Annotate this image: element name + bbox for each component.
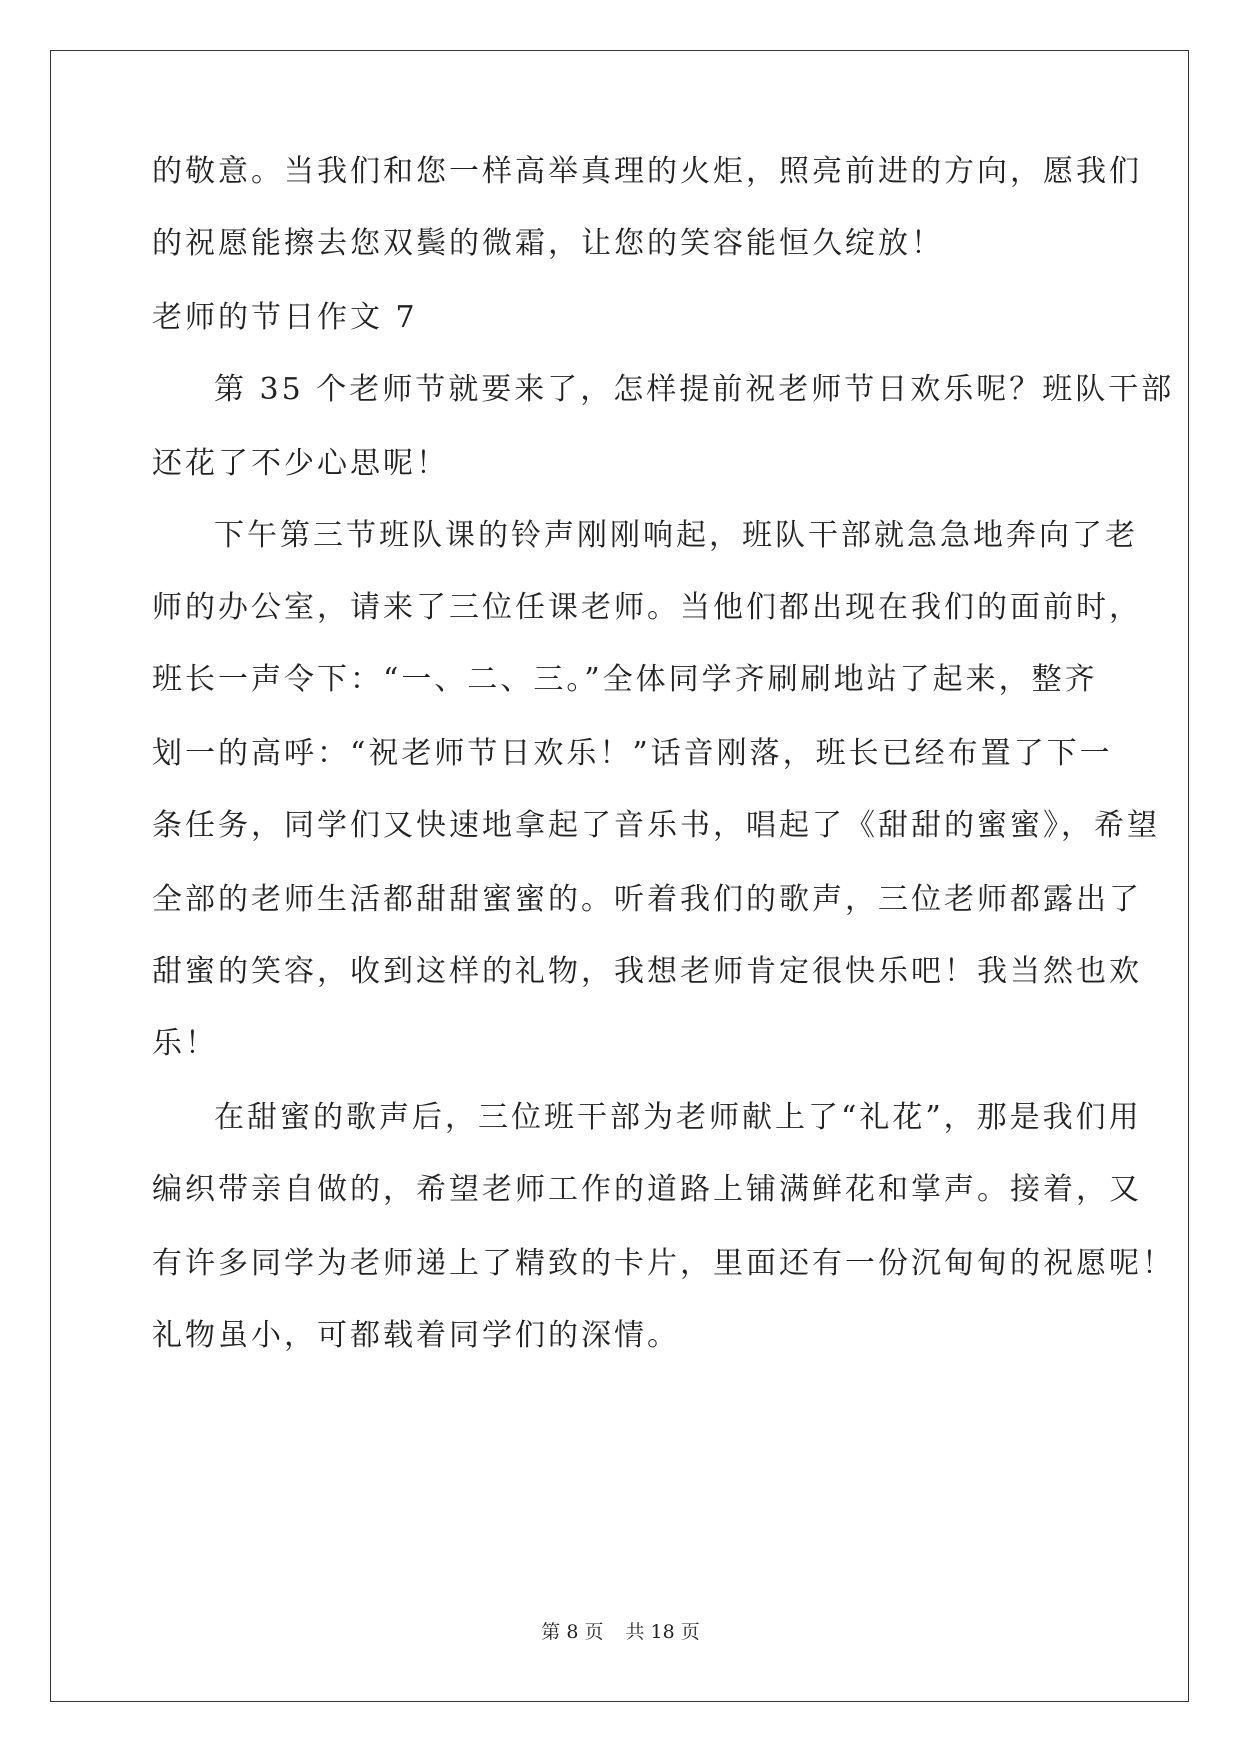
paragraph-line: 师的办公室，请来了三位任课老师。当他们都出现在我们的面前时， <box>152 590 1142 625</box>
paragraph-line: 有许多同学为老师递上了精致的卡片，里面还有一份沉甸甸的祝愿呢！ <box>152 1246 1175 1281</box>
paragraph-line: 第 35 个老师节就要来了，怎样提前祝老师节日欢乐呢？班队干部 <box>214 372 1175 407</box>
paragraph-line: 划一的高呼：“祝老师节日欢乐！”话音刚落，班长已经布置了下一 <box>152 736 1113 771</box>
paragraph-line: 全部的老师生活都甜甜蜜蜜的。听着我们的歌声，三位老师都露出了 <box>152 882 1142 917</box>
paragraph-line: 甜蜜的笑容，收到这样的礼物，我想老师肯定很快乐吧！我当然也欢 <box>152 954 1142 989</box>
paragraph-line: 的祝愿能擦去您双鬓的微霜，让您的笑容能恒久绽放！ <box>152 226 944 261</box>
paragraph-line: 下午第三节班队课的铃声刚刚响起，班队干部就急急地奔向了老 <box>214 518 1138 553</box>
paragraph-line: 乐！ <box>152 1026 218 1061</box>
page-footer <box>0 1620 1241 1644</box>
section-heading: 老师的节日作文 7 <box>152 300 418 335</box>
paragraph-line: 还花了不少心思呢！ <box>152 446 449 481</box>
paragraph-line: 礼物虽小，可都载着同学们的深情。 <box>152 1318 680 1353</box>
page-total: 共 18 页 <box>625 1621 700 1643</box>
paragraph-line: 编织带亲自做的，希望老师工作的道路上铺满鲜花和掌声。接着，又 <box>152 1172 1142 1207</box>
paragraph-line: 在甜蜜的歌声后，三位班干部为老师献上了“礼花”，那是我们用 <box>214 1100 1142 1135</box>
page-number: 第 8 页 <box>541 1621 604 1643</box>
paragraph-line: 的敬意。当我们和您一样高举真理的火炬，照亮前进的方向，愿我们 <box>152 154 1142 189</box>
paragraph-line: 条任务，同学们又快速地拿起了音乐书，唱起了《甜甜的蜜蜜》，希望 <box>152 808 1160 843</box>
paragraph-line: 班长一声令下：“一、二、三。”全体同学齐刷刷地站了起来，整齐 <box>152 662 1098 697</box>
